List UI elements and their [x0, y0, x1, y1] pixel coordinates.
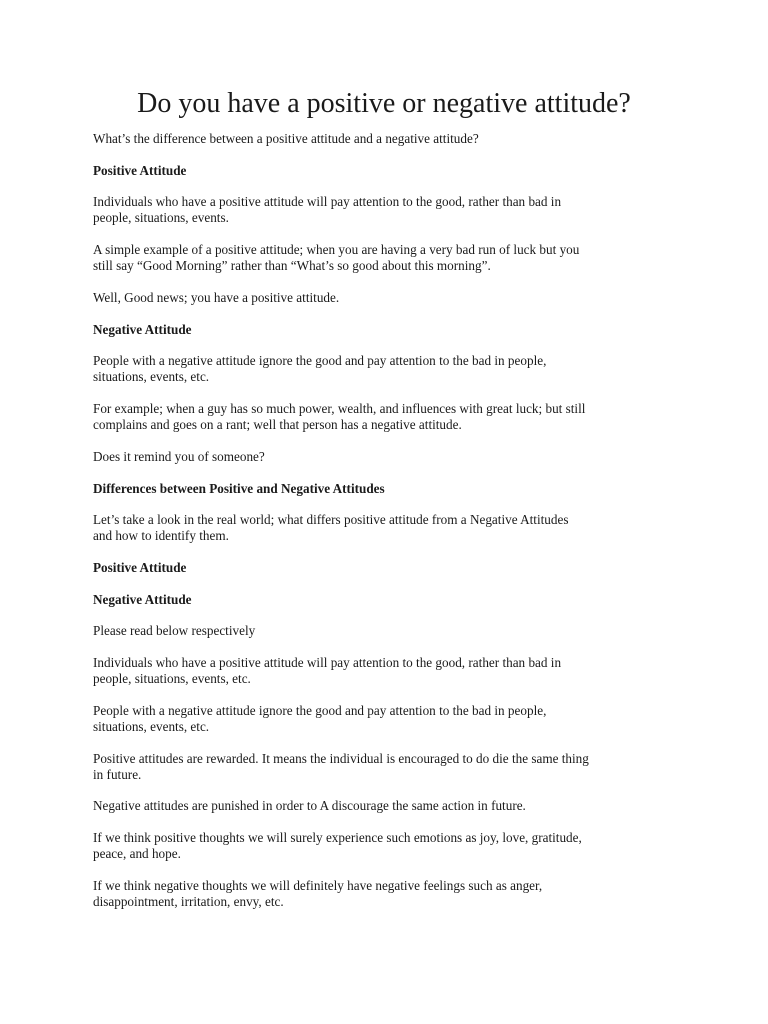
text-line: complains and goes on a rant; well that person has a negative attitude.	[93, 417, 462, 432]
text-line: If we think positive thoughts we will surely experience such emotions as joy, love, gratitude,	[93, 830, 582, 845]
text-line: disappointment, irritation, envy, etc.	[93, 894, 284, 909]
text-line: If we think negative thoughts we will definitely have negative feelings such as anger,	[93, 878, 543, 893]
paragraph-positive-thoughts	[93, 830, 693, 862]
document-title: Do you have a positive or negative attitude?	[137, 88, 631, 119]
paragraph-negative-definition	[93, 353, 693, 385]
heading-text: Positive Attitude	[93, 163, 187, 178]
text-line: people, situations, events.	[93, 210, 229, 225]
text-line: What’s the difference between a positive attitude and a negative attitude?	[93, 131, 479, 146]
text-line: Individuals who have a positive attitude will pay attention to the good, rather than bad in	[93, 655, 562, 670]
paragraph-negative-example	[93, 401, 693, 433]
paragraph-real-world	[93, 512, 693, 544]
text-line: Positive attitudes are rewarded. It means the individual is encouraged to do die the same thing	[93, 751, 589, 766]
text-line: Individuals who have a positive attitude will pay attention to the good, rather than bad in	[93, 194, 562, 209]
text-line: People with a negative attitude ignore the good and pay attention to the bad in people,	[93, 703, 547, 718]
text-line: Does it remind you of someone?	[93, 449, 265, 464]
heading-positive-attitude	[93, 163, 693, 179]
text-line: people, situations, events, etc.	[93, 671, 251, 686]
text-line: in future.	[93, 767, 142, 782]
paragraph-intro	[93, 131, 693, 147]
paragraph-read-below	[93, 623, 693, 639]
paragraph-positive-example	[93, 242, 693, 274]
heading-differences	[93, 481, 693, 497]
text-line: still say “Good Morning” rather than “What’s so good about this morning”.	[93, 258, 491, 273]
heading-text: Negative Attitude	[93, 322, 192, 337]
heading-negative-attitude	[93, 322, 693, 338]
text-line: For example; when a guy has so much power, wealth, and influences with great luck; but still	[93, 401, 586, 416]
paragraph-reminder-question	[93, 449, 693, 465]
heading-negative-attitude-2	[93, 592, 693, 608]
text-line: peace, and hope.	[93, 846, 181, 861]
text-line: and how to identify them.	[93, 528, 229, 543]
text-line: situations, events, etc.	[93, 369, 210, 384]
paragraph-negative-definition-2	[93, 703, 693, 735]
text-line: Negative attitudes are punished in order to A discourage the same action in future.	[93, 798, 526, 813]
heading-positive-attitude-2	[93, 560, 693, 576]
text-line: People with a negative attitude ignore the good and pay attention to the bad in people,	[93, 353, 547, 368]
paragraph-positive-rewarded	[93, 751, 693, 783]
paragraph-good-news	[93, 290, 693, 306]
text-line: situations, events, etc.	[93, 719, 210, 734]
heading-text: Negative Attitude	[93, 592, 192, 607]
paragraph-negative-punished	[93, 798, 693, 814]
paragraph-positive-definition	[93, 194, 693, 226]
heading-text: Positive Attitude	[93, 560, 187, 575]
paragraph-positive-definition-2	[93, 655, 693, 687]
text-line: A simple example of a positive attitude; when you are having a very bad run of luck but you	[93, 242, 580, 257]
text-line: Well, Good news; you have a positive attitude.	[93, 290, 340, 305]
text-line: Let’s take a look in the real world; what differs positive attitude from a Negative Attitudes	[93, 512, 569, 527]
text-line: Please read below respectively	[93, 623, 256, 638]
paragraph-negative-thoughts	[93, 878, 693, 910]
heading-text: Differences between Positive and Negative Attitudes	[93, 481, 385, 496]
